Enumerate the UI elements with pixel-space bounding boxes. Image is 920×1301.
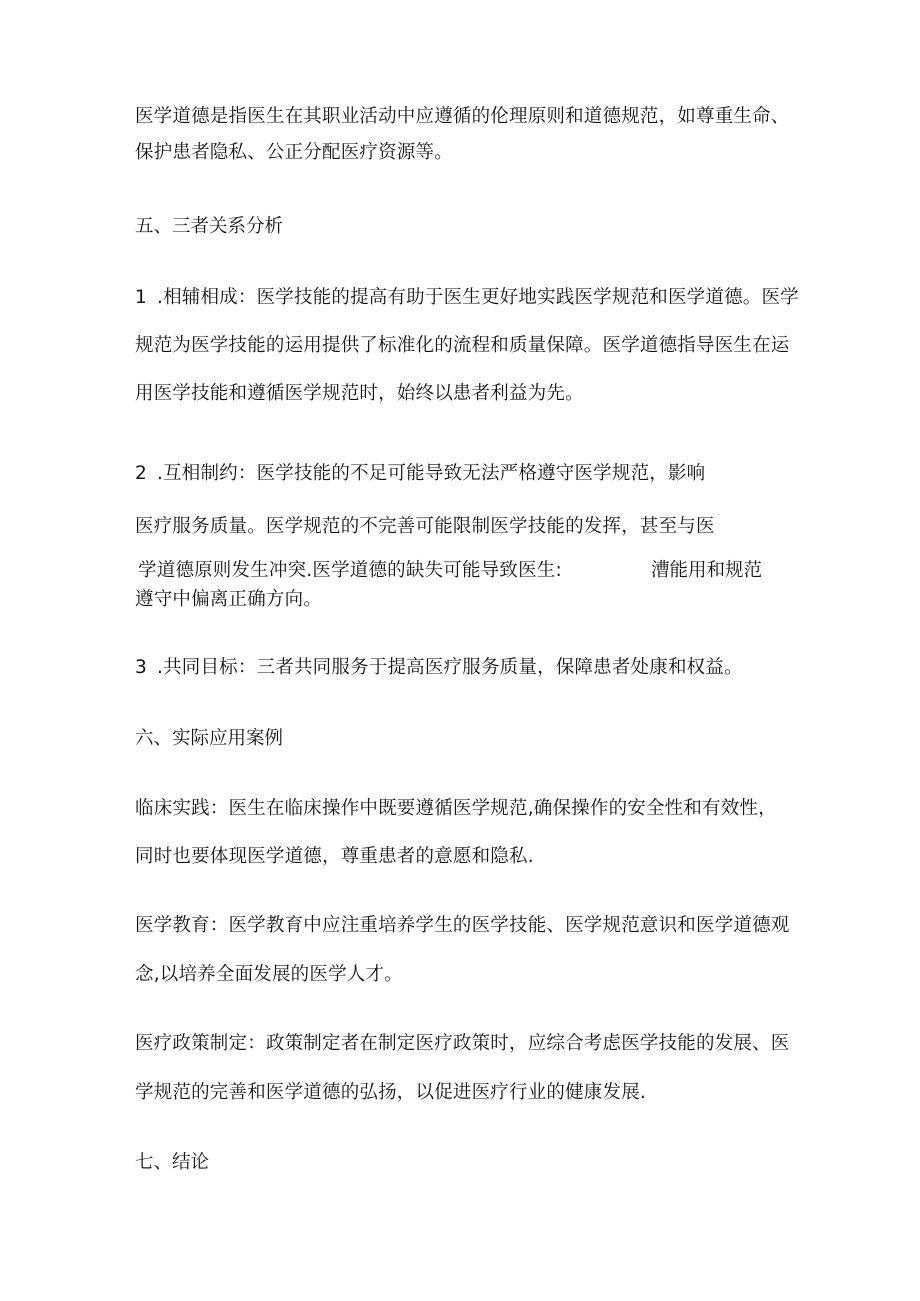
clinical-line-1: 临床实践：医生在临床操作中既要遵循医学规范,确保操作的安全性和有效性， [135,798,777,819]
item-2-text-1: .互相制约：医学技能的不足可能导致无法严格遵守医学规范，影响 [157,463,706,484]
section-5-heading: 五、三者关系分析 [135,216,284,237]
item-2-line-3-left: 学道德原则发生冲突.医学道德的缺失可能导致医生: [138,560,562,581]
item-1-line-2: 规范为医学技能的运用提供了标准化的流程和质量保障。医学道德指导医生在运 [135,335,790,356]
policy-line-2: 学规范的完善和医学道德的弘扬，以促进医疗行业的健康发展. [135,1082,646,1103]
item-2-line-1 [135,463,705,485]
item-2-number: 2 [135,463,147,484]
education-line-2: 念,以培养全面发展的医学人才。 [135,964,403,985]
item-2-line-3-right: 漕能用和规范 [651,560,763,581]
item-1-line-1 [135,287,799,309]
item-1-number: 1 [135,287,147,308]
item-1-text-1: .相辅相成：医学技能的提高有助于医生更好地实践医学规范和医学道德。医学 [157,287,799,308]
education-line-1: 医学教育：医学教育中应注重培养学生的医学技能、医学规范意识和医学道德观 [135,915,790,936]
intro-line-2: 保护患者隐私、公正分配医疗资源等。 [135,142,453,163]
policy-line-1: 医疗政策制定：政策制定者在制定医疗政策时，应综合考虑医学技能的发展、医 [135,1033,790,1054]
section-7-heading: 七、结论 [135,1152,210,1173]
section-6-heading: 六、实际应用案例 [135,728,284,749]
item-3-text-1: .共同目标：三者共同服务于提高医疗服务质量，保障患者处康和权益。 [157,657,743,678]
item-1-line-3: 用医学技能和遵循医学规范时，始终以患者利益为先。 [135,383,584,404]
item-3-number: 3 [135,657,147,678]
intro-line-1: 医学道德是指医生在其职业活动中应遵循的伦理原则和道德规范，如尊重生命、 [135,106,790,127]
clinical-line-2: 同时也要体现医学道德，尊重患者的意愿和隐私. [135,846,534,867]
item-3-line-1 [135,657,743,679]
item-2-line-2: 医疗服务质量。医学规范的不完善可能限制医学技能的发挥，甚至与医 [135,516,715,537]
item-2-line-4: 遵守中偏离正确方向。 [135,589,323,610]
